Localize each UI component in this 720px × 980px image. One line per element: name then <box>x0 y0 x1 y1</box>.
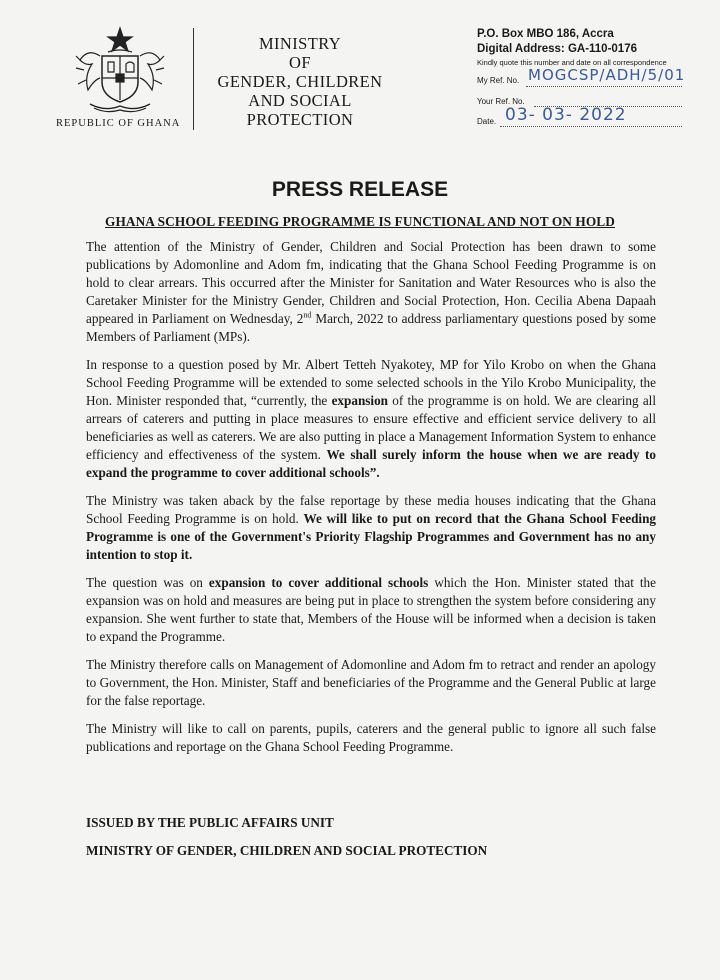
paragraph-6: The Ministry will like to call on parents, pupils, caterers and the general public to ignore all such false publications and reportage on the Ghana School Feeding Programme. <box>86 721 656 754</box>
my-ref-label: My Ref. No. <box>477 76 520 85</box>
my-ref-line <box>526 86 682 87</box>
issued-by: ISSUED BY THE PUBLIC AFFAIRS UNIT <box>86 815 334 830</box>
issued-ministry: MINISTRY OF GENDER, CHILDREN AND SOCIAL PROTECTION <box>86 843 488 858</box>
quote-note: Kindly quote this number and date on all correspondence <box>477 58 667 67</box>
page-subtitle: GHANA SCHOOL FEEDING PROGRAMME IS FUNCTIONAL AND NOT ON HOLD <box>105 214 615 229</box>
digital-address: Digital Address: GA-110-0176 <box>477 43 637 55</box>
date-label: Date. <box>477 117 497 126</box>
paragraph-3: The Ministry was taken aback by the false reportage by these media houses indicating that the Ghana School Feeding Programme is on hold. We will like to put on record that the Ghana School Feeding Programme is one of the Government's Priority Flagship Programmes and Government has no any intention to stop it. <box>86 493 656 562</box>
press-release-body <box>86 238 656 766</box>
date-line <box>500 126 682 127</box>
address-block <box>477 27 667 67</box>
ministry-line: OF <box>289 53 311 72</box>
paragraph-5: The Ministry therefore calls on Management of Adomonline and Adom fm to retract and render an apology to Government, the Hon. Minister, Staff and beneficiaries of the Programme and the General Public at large for the false reportage. <box>86 657 656 708</box>
po-box: P.O. Box MBO 186, Accra <box>477 28 614 40</box>
my-ref-handwritten: MOGCSP/ADH/5/01 <box>528 66 686 84</box>
date-handwritten: 03- 03- 2022 <box>505 105 627 125</box>
ministry-line: PROTECTION <box>246 110 354 129</box>
paragraph-1: The attention of the Ministry of Gender, Children and Social Protection has been drawn to some publications by Adomonline and Adom fm, indicating that the Ghana School Feeding Programme is on hold to clear arrears. This occurred after the Minister for Sanitation and Water Resources who is also the Caretaker Minister for the Ministry Gender, Children and Social Protection, Hon. Cecilia Abena Dapaah appeared in Parliament on Wednesday, 2nd March, 2022 to address parliamentary questions posed by some Members of Parliament (MPs). <box>86 239 656 344</box>
paragraph-4: The question was on expansion to cover additional schools which the Hon. Minister stated that the expansion was on hold and measures are being put in place to strengthen the system before considering any expansion. She went further to state that, Members of the House will be informed when a decision is taken to expand the Programme. <box>86 575 657 644</box>
page-title: PRESS RELEASE <box>271 178 449 201</box>
ministry-line: GENDER, CHILDREN <box>217 72 383 91</box>
paragraph-2: In response to a question posed by Mr. Albert Tetteh Nyakotey, MP for Yilo Krobo on when the Ghana School Feeding Programme will be extended to some selected schools in the Yilo Krobo Municipality, the Hon. Minister responded that, “currently, the expansion of the programme is on hold. We are clearing all arrears of caterers and putting in place measures to ensure effective and efficient service delivery to all beneficiaries as well as caterers. We are also putting in place a Management Information System to enhance efficiency and effectiveness of the system. We shall surely inform the house when we are ready to expand the programme to cover additional schools”. <box>86 357 656 480</box>
ministry-line: AND SOCIAL <box>248 91 352 110</box>
header-divider <box>193 28 194 130</box>
ministry-name-block <box>200 34 400 129</box>
ghana-coat-of-arms-logo <box>70 26 170 114</box>
ministry-line: MINISTRY <box>258 34 342 53</box>
your-ref-label: Your Ref. No. <box>477 97 525 106</box>
republic-of-ghana-label: REPUBLIC OF GHANA <box>56 118 181 129</box>
